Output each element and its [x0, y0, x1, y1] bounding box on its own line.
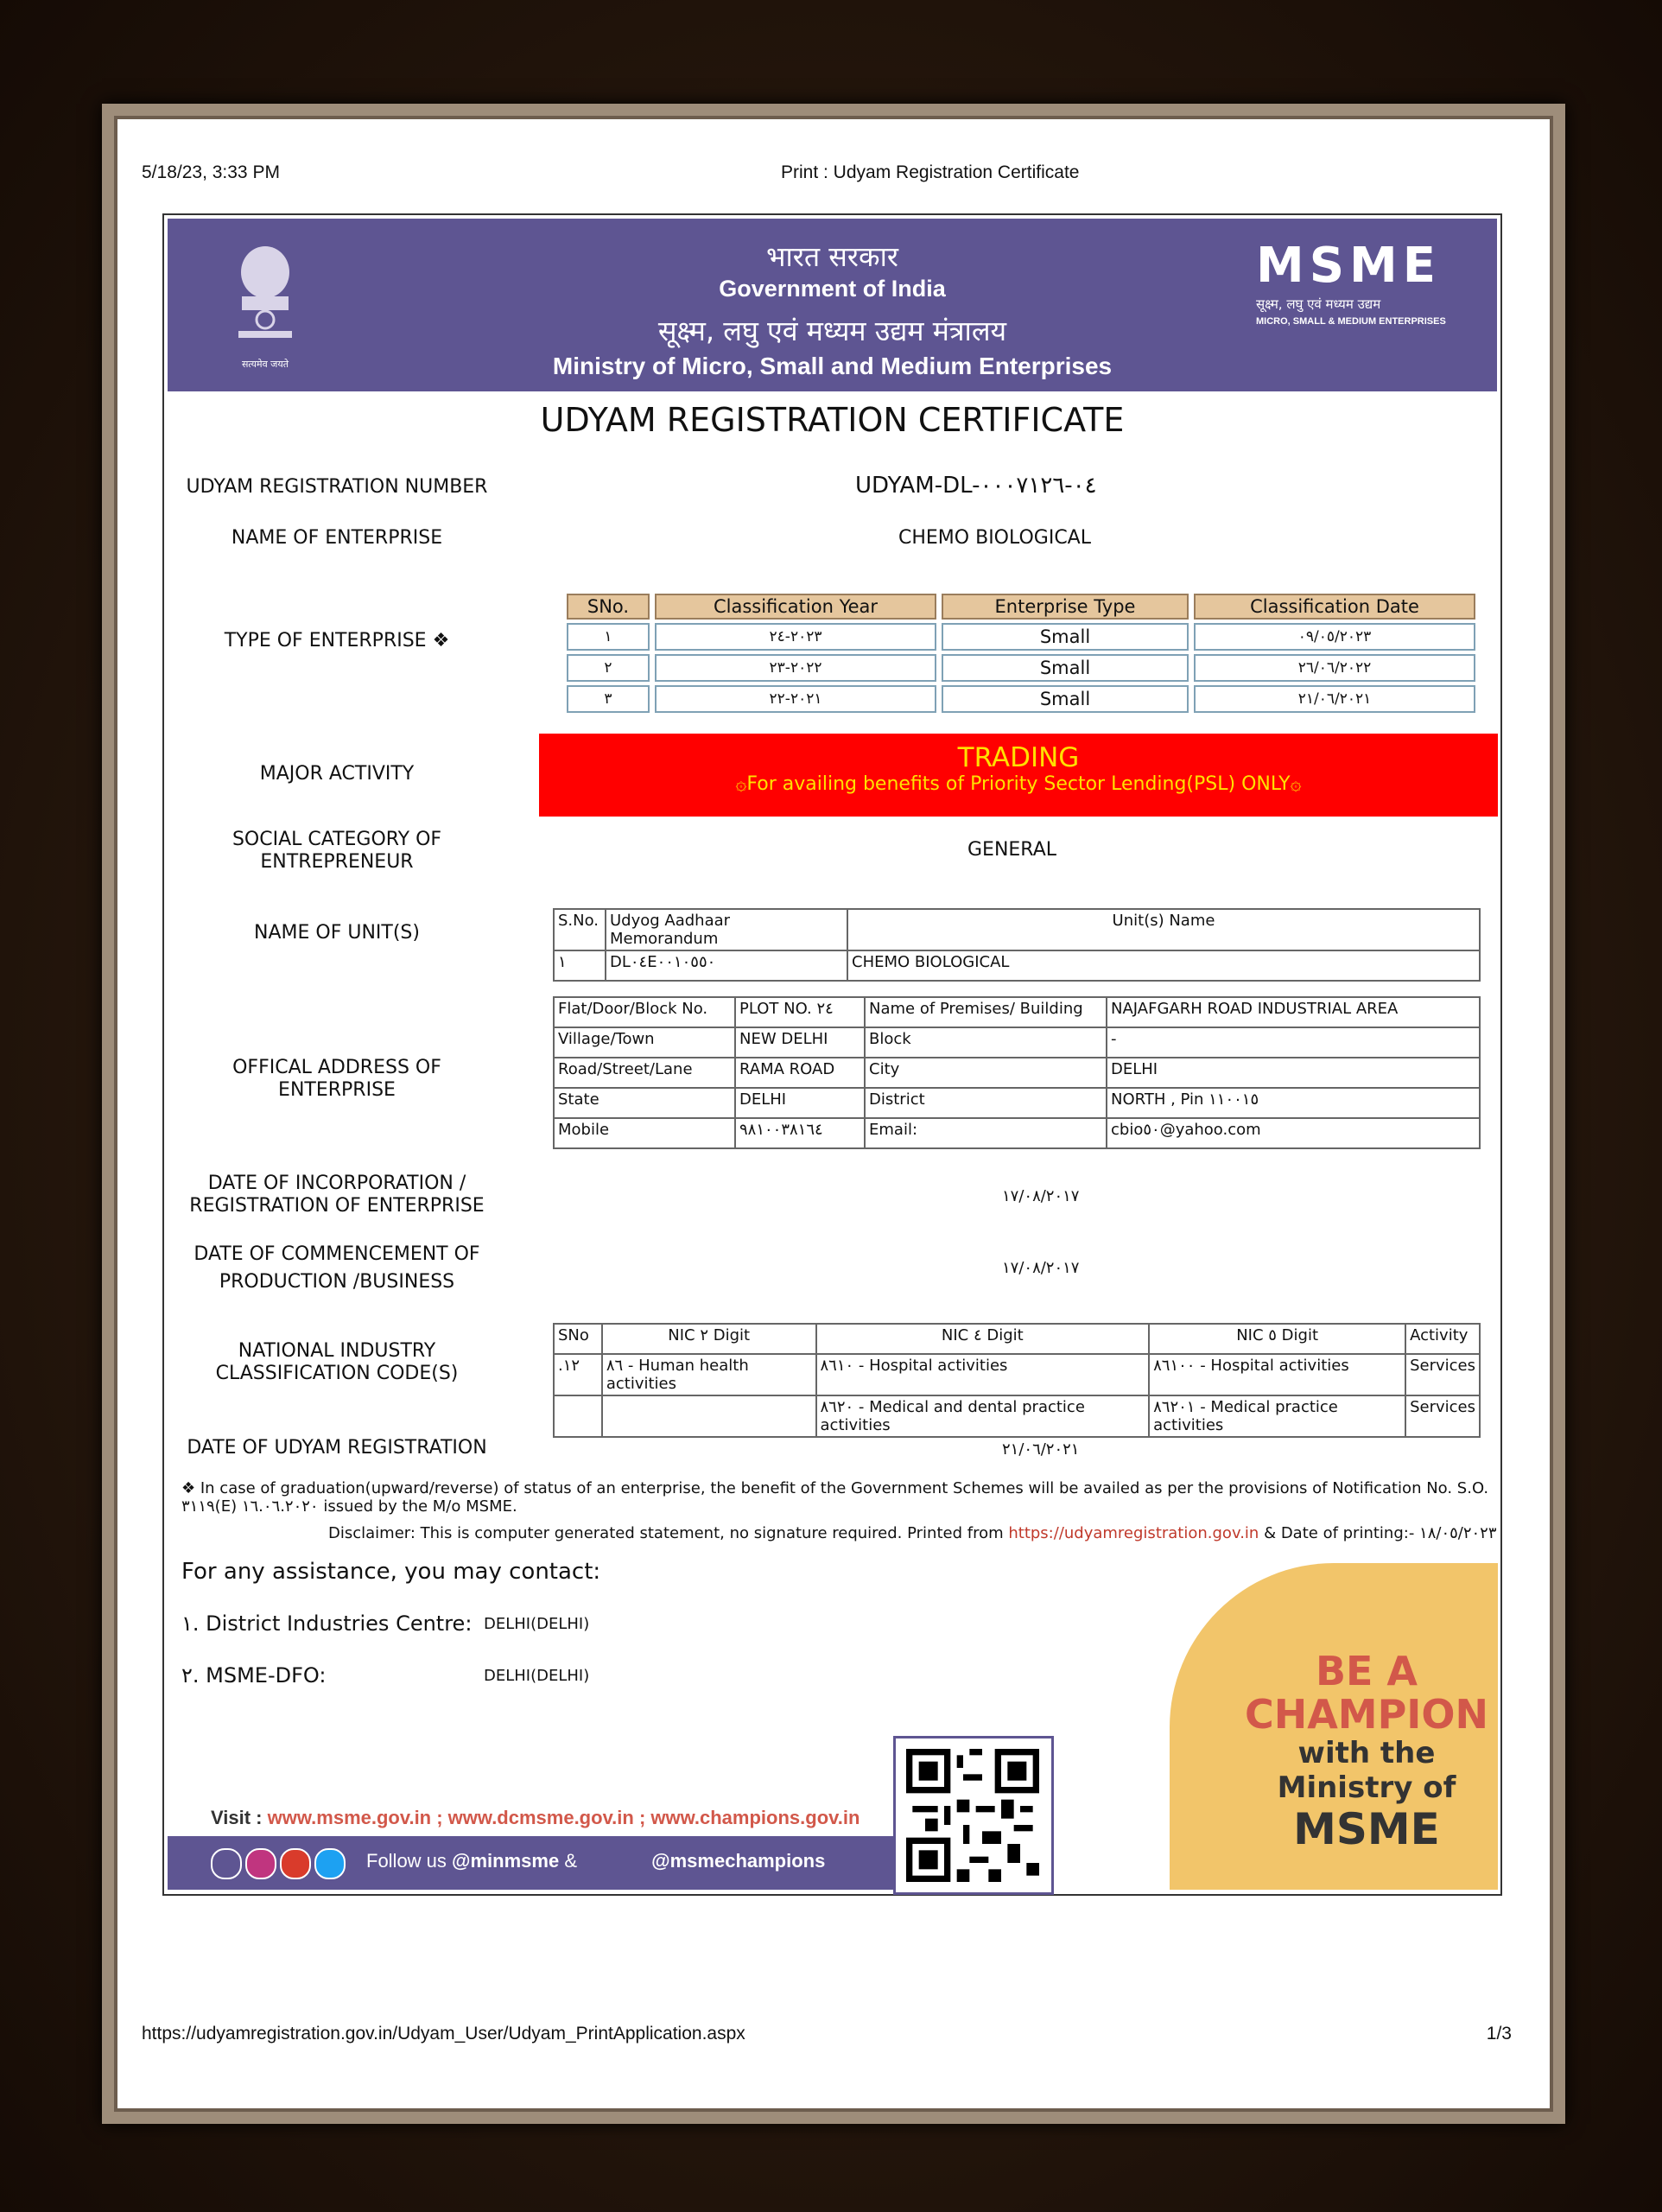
cell: Name of Premises/ Building — [865, 997, 1107, 1027]
cell: Services — [1405, 1354, 1480, 1395]
visit-line — [211, 1807, 860, 1829]
cell: CHEMO BIOLOGICAL — [847, 950, 1480, 981]
col-class-year: Classification Year — [655, 594, 936, 620]
cell: Small — [942, 654, 1189, 682]
graduation-note: ❖ In case of graduation(upward/reverse) of status of an enterprise, the benefit of the Government Schemes will be availed as per the provisions of Notification No. S.O. ٣١١٩(E) ١٦.٠٦.٢٠٢٠ issued by the M/o MSME. — [181, 1479, 1489, 1516]
follow-text — [366, 1850, 825, 1872]
udyam-date-label: DATE OF UDYAM REGISTRATION — [187, 1437, 487, 1459]
facebook-icon[interactable] — [211, 1848, 242, 1879]
udyam-date-value: ٢١/٠٦/٢٠٢١ — [1002, 1440, 1080, 1459]
cell: NAJAFGARH ROAD INDUSTRIAL AREA — [1107, 997, 1480, 1027]
cell: PLOT NO. ٢٤ — [735, 997, 865, 1027]
address-label: OFFICAL ADDRESS OF ENTERPRISE — [232, 1057, 441, 1101]
cell: Services — [1405, 1395, 1480, 1437]
nic-label-line2: CLASSIFICATION CODE(S) — [215, 1363, 459, 1384]
certificate-title: UDYAM REGISTRATION CERTIFICATE — [540, 401, 1125, 439]
table-row — [554, 997, 1480, 1027]
assistance-heading: For any assistance, you may contact: — [181, 1559, 601, 1585]
follow-label: Follow us — [366, 1850, 447, 1872]
cell: Flat/Door/Block No. — [554, 997, 735, 1027]
major-activity-label: MAJOR ACTIVITY — [259, 763, 415, 785]
cell: S.No. — [554, 909, 606, 950]
cell: SNo — [554, 1324, 602, 1354]
cell: ٨٦٢٠١ - Medical practice activities — [1149, 1395, 1405, 1437]
print-title: Print : Udyam Registration Certificate — [781, 162, 1080, 182]
address-table — [553, 996, 1481, 1149]
cell: Unit(s) Name — [847, 909, 1480, 950]
promo-banner — [168, 1563, 1497, 1891]
champion-text — [1228, 1649, 1505, 1853]
msme-logo-english: MICRO, SMALL & MEDIUM ENTERPRISES — [1256, 316, 1446, 327]
cell — [602, 1395, 816, 1437]
cell: RAMA ROAD — [735, 1058, 865, 1088]
twitter-icon[interactable] — [314, 1848, 346, 1879]
cell: NEW DELHI — [735, 1027, 865, 1058]
table-row — [567, 654, 1475, 682]
certificate — [162, 213, 1502, 1896]
social-value: GENERAL — [967, 839, 1057, 861]
enterprise-name-label: NAME OF ENTERPRISE — [231, 527, 443, 549]
units-label: NAME OF UNIT(S) — [254, 922, 420, 944]
hindi-ministry: सूक्ष्म, लघु एवं मध्यम उद्यम मंत्रालय — [657, 315, 1007, 347]
instagram-icon[interactable] — [245, 1848, 276, 1879]
col-sno: SNo. — [567, 594, 650, 620]
english-ministry: Ministry of Micro, Small and Medium Enterprises — [552, 353, 1113, 379]
cell: ١ — [554, 950, 606, 981]
disclaimer — [328, 1524, 1497, 1542]
msme-logo — [1256, 238, 1463, 327]
cell: - — [1107, 1027, 1480, 1058]
print-footer-page: 1/3 — [1486, 2024, 1512, 2044]
cell: ١ — [567, 623, 650, 651]
contact-dfo-value: DELHI(DELHI) — [484, 1667, 590, 1685]
disclaimer-date: & Date of printing:- ١٨/٠٥/٢٠٢٣ — [1264, 1524, 1497, 1542]
follow-amp: & — [564, 1850, 578, 1872]
nic-label-line1: NATIONAL INDUSTRY — [238, 1340, 436, 1362]
reg-number-value: UDYAM-DL-٠٤-٠٠٠٧١٢٦ — [855, 473, 1097, 499]
major-activity-value: TRADING — [957, 742, 1080, 773]
cell: City — [865, 1058, 1107, 1088]
champ-line1: BE A — [1315, 1648, 1418, 1694]
cell: ٨٦١٠٠ - Hospital activities — [1149, 1354, 1405, 1395]
visit-label: Visit : — [211, 1807, 263, 1828]
cell — [554, 1395, 602, 1437]
nic-table — [553, 1323, 1481, 1438]
cell: ٢٠٢١-٢٢ — [655, 685, 936, 713]
col-class-date: Classification Date — [1194, 594, 1475, 620]
cell: ٣ — [567, 685, 650, 713]
commence-label — [181, 1243, 492, 1294]
cell: DELHI — [1107, 1058, 1480, 1088]
reg-number-label: UDYAM REGISTRATION NUMBER — [186, 476, 488, 498]
printed-page — [130, 130, 1524, 2082]
cell: DELHI — [735, 1088, 865, 1118]
contact-dic-value: DELHI(DELHI) — [484, 1615, 590, 1633]
classification-table — [561, 590, 1481, 716]
nic-label — [181, 1340, 492, 1385]
table-row — [554, 1027, 1480, 1058]
cell: .١٢ — [554, 1354, 602, 1395]
table-row — [554, 1324, 1480, 1354]
cell: Udyog Aadhaar Memorandum — [606, 909, 847, 950]
youtube-icon[interactable] — [280, 1848, 311, 1879]
major-activity-note: ۞For availing benefits of Priority Sector Lending(PSL) ONLY۞ — [735, 773, 1302, 795]
cell: Mobile — [554, 1118, 735, 1148]
major-activity-box — [539, 734, 1498, 817]
contact-dfo-label: ٢. MSME-DFO: — [181, 1663, 327, 1688]
cell: ٩٨١٠٠٣٨١٦٤ — [735, 1118, 865, 1148]
qr-code-icon — [893, 1736, 1054, 1895]
social-label-line1: SOCIAL CATEGORY OF — [232, 829, 442, 850]
incorp-label-line2: REGISTRATION OF ENTERPRISE — [189, 1195, 485, 1217]
cell: ٢١/٠٦/٢٠٢١ — [1194, 685, 1475, 713]
cell: NIC ٥ Digit — [1149, 1324, 1405, 1354]
champ-line2: CHAMPION — [1244, 1691, 1489, 1738]
email-value: cbio٥٠@yahoo.com — [1107, 1118, 1480, 1148]
disclaimer-link[interactable]: https://udyamregistration.gov.in — [1008, 1524, 1259, 1542]
hindi-government: भारत सरकार — [766, 240, 898, 273]
msme-logo-hindi: सूक्ष्म, लघु एवं मध्यम उद्यम — [1256, 296, 1381, 312]
table-row — [567, 623, 1475, 651]
cell: ٢ — [567, 654, 650, 682]
handle-minmsme[interactable]: @minmsme — [452, 1850, 560, 1872]
incorp-label-line1: DATE OF INCORPORATION / — [207, 1173, 466, 1194]
english-government: Government of India — [719, 276, 946, 302]
cell: District — [865, 1088, 1107, 1118]
handle-msmechampions[interactable]: @msmechampions — [651, 1850, 826, 1872]
contact-dic-label: ١. District Industries Centre: — [181, 1611, 473, 1636]
table-row — [554, 1118, 1480, 1148]
champ-line3: with the — [1297, 1736, 1436, 1770]
cell: ٢٦/٠٦/٢٠٢٢ — [1194, 654, 1475, 682]
table-row — [554, 1395, 1480, 1437]
table-row — [554, 1354, 1480, 1395]
type-label: TYPE OF ENTERPRISE ❖ — [224, 630, 450, 652]
champ-line5: MSME — [1293, 1804, 1440, 1854]
cell: ٠٩/٠٥/٢٠٢٣ — [1194, 623, 1475, 651]
table-row — [567, 685, 1475, 713]
cell: NIC ٢ Digit — [602, 1324, 816, 1354]
follow-bar — [168, 1836, 928, 1890]
cell: DL٠٤E٠٠١٠٥٥٠ — [606, 950, 847, 981]
cell: Village/Town — [554, 1027, 735, 1058]
col-ent-type: Enterprise Type — [942, 594, 1189, 620]
social-label — [181, 829, 492, 874]
table-row — [554, 950, 1480, 981]
cell: NIC ٤ Digit — [816, 1324, 1150, 1354]
units-table — [553, 908, 1481, 982]
incorp-label — [181, 1173, 492, 1217]
enterprise-name-value: CHEMO BIOLOGICAL — [898, 527, 1091, 549]
incorp-value: ١٧/٠٨/٢٠١٧ — [1002, 1187, 1080, 1205]
champ-line4: Ministry of — [1277, 1770, 1456, 1805]
cell: Activity — [1405, 1324, 1480, 1354]
emblem-caption: सत्यमेव जयते — [241, 359, 289, 370]
cell: ٢٠٢٣-٢٤ — [655, 623, 936, 651]
print-footer-url: https://udyamregistration.gov.in/Udyam_User/Udyam_PrintApplication.aspx — [142, 2024, 745, 2044]
cell: NORTH , Pin ١١٠٠١٥ — [1107, 1088, 1480, 1118]
table-row — [554, 1088, 1480, 1118]
social-label-line2: ENTREPRENEUR — [260, 851, 414, 873]
cell: ٢٠٢٢-٢٣ — [655, 654, 936, 682]
cell: Small — [942, 685, 1189, 713]
cell: ٨٦١٠ - Hospital activities — [816, 1354, 1150, 1395]
cell: Road/Street/Lane — [554, 1058, 735, 1088]
visit-links[interactable]: www.msme.gov.in ; www.dcmsme.gov.in ; www.champions.gov.in — [267, 1807, 860, 1828]
msme-logo-word: MSME — [1256, 238, 1442, 294]
commence-label-line2: PRODUCTION /BUSINESS — [219, 1271, 455, 1293]
print-datetime: 5/18/23, 3:33 PM — [142, 162, 280, 182]
table-row — [554, 1058, 1480, 1088]
cell: ٨٦ - Human health activities — [602, 1354, 816, 1395]
cell: Block — [865, 1027, 1107, 1058]
cell: Small — [942, 623, 1189, 651]
cell: State — [554, 1088, 735, 1118]
cell: Email: — [865, 1118, 1107, 1148]
cell: ٨٦٢٠ - Medical and dental practice activities — [816, 1395, 1150, 1437]
commence-label-line1: DATE OF COMMENCEMENT OF — [193, 1243, 480, 1265]
table-row — [554, 909, 1480, 950]
disclaimer-text: Disclaimer: This is computer generated statement, no signature required. Printed from — [328, 1524, 1004, 1542]
commence-value: ١٧/٠٨/٢٠١٧ — [1002, 1259, 1080, 1277]
ministry-banner — [168, 219, 1497, 391]
